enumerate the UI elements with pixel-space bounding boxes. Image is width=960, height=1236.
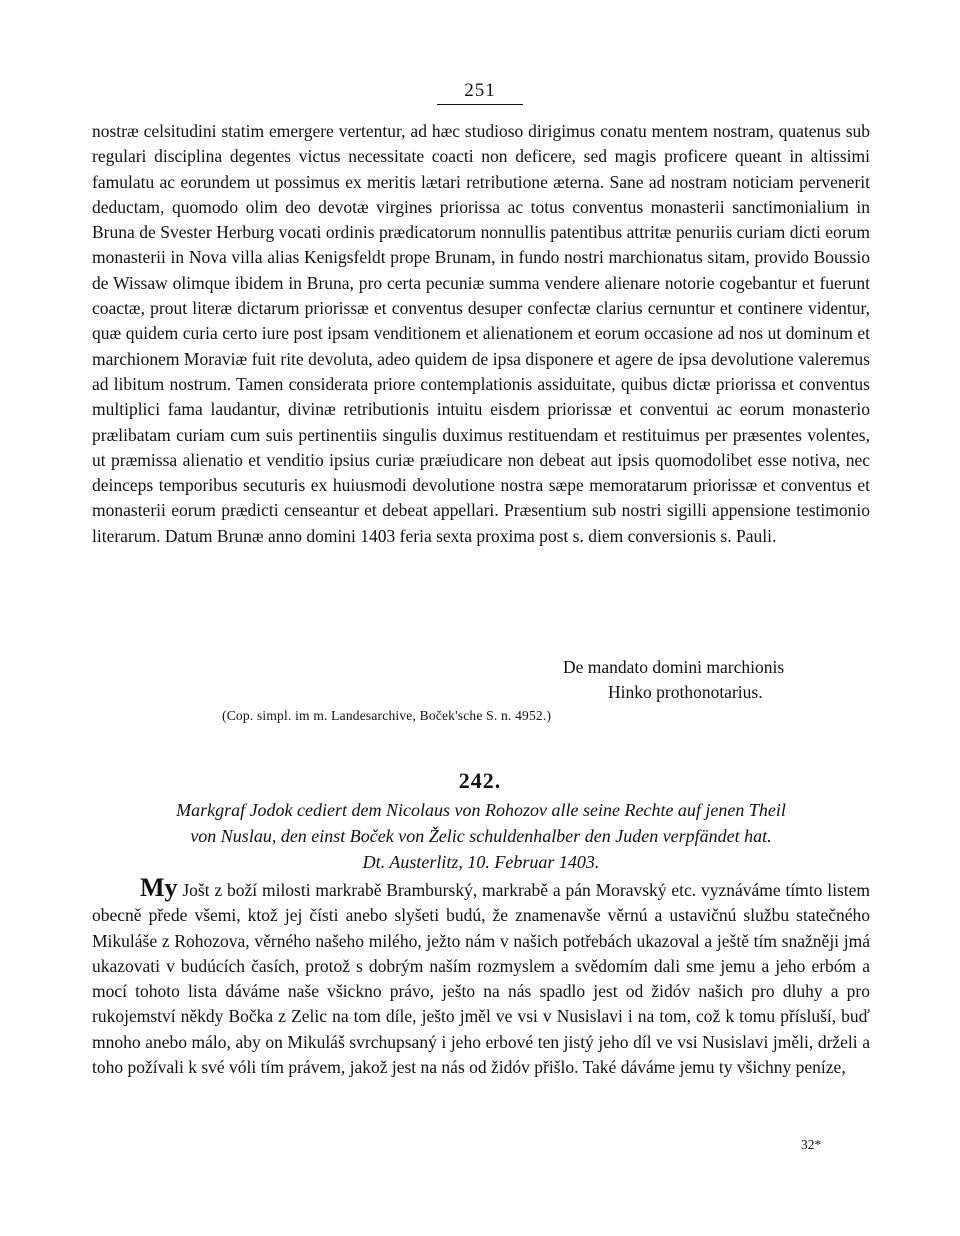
regest-line-2: von Nuslau, den einst Boček von Želic schuldenhalber den Juden verpfändet hat.	[190, 826, 772, 846]
czech-charter-paragraph	[92, 873, 870, 1080]
regest-line-1: Markgraf Jodok cediert dem Nicolaus von Rohozov alle seine Rechte auf jenen Theil	[176, 800, 786, 820]
regest-line-3: Dt. Austerlitz, 10. Februar 1403.	[362, 852, 600, 872]
document-number: 242.	[458, 768, 502, 793]
signature-line-2: Hinko prothonotarius.	[608, 682, 763, 702]
source-note: (Cop. simpl. im m. Landesarchive, Boček'sche S. n. 4952.)	[222, 708, 552, 723]
signature-mark: 32*	[801, 1137, 822, 1152]
signature-line-1: De mandato domini marchionis	[563, 657, 785, 677]
latin-charter-text: nostræ celsitudini statim emergere vertentur, ad hæc studioso dirigimus conatu mentem nostram, quatenus sub regulari disciplina degentes victus necessitate coacti non deficere, sed magis proficere queant in altissimi famulatu ac eorundem ut possimus ex meritis lætari retributione æterna. Sane ad nostram noticiam pervenerit deductam, quomodo olim deo devotæ virgines priorissa ac totus conventus monasterii sanctimonialium in Bruna de Svester Herburg vocati ordinis prædicatorum nonnullis patentibus attritæ penuriis curiam dicti eorum monasterii in Nova villa alias Kenigsfeldt prope Brunam, in fundo nostri marchionatus sitam, provido Boussio de Wissaw olimque ibidem in Bruna, pro certa pecuniæ summa vendere alienare notorie cogebantur et fuerunt coactæ, prout literæ dictarum priorissæ et conventus desuper confectæ clarius cernuntur et continere videntur, quæ quidem curia certo iure post ipsam venditionem et alienationem et eorum occasione ad nos ut dominum et marchionem Moraviæ fuit rite devoluta, adeo quidem de ipsa disponere et agere de ipsa devolutione valeremus ad libitum nostrum. Tamen considerata priore contemplationis assiduitate, quibus dictæ priorissa et conventus multiplici fama laudantur, divinæ retributionis intuitu eisdem priorissæ et conventui ac eorum monasterio prælibatam curiam cum suis pertinentiis singulis duximus restituendam et restituimus per præsentes volentes, ut præmissa alienatio et venditio ipsius curiæ præiudicare non debeat aut ipsis quomodolibet esse notiva, nec deinceps temporibus secuturis ex huiusmodi devolutione nostra sæpe memoratarum priorissæ et conventus et monasterii eorum prædicti censeantur et debeat appellari. Præsentium sub nostri sigilli appensione testimonio literarum. Datum Brunæ anno domini 1403 feria sexta proxima post s. diem conversionis s. Pauli.	[92, 121, 870, 546]
page-number: 251	[437, 80, 523, 105]
initial-letters: My	[140, 873, 178, 902]
czech-charter-text: Jošt z boží milosti markrabě Bramburský, markrabě a pán Moravský etc. vyznáváme tímto listem obecně přede všemi, ktož jej čísti anebo slyšeti budú, že znamenavše věrnú a ustavičnú službu statečného Mikuláše z Rohozova, věrného našeho milého, ježto nám v našich potřebách ukazoval a ještě tím snažněji jmá ukazovati v budúcích časích, protož s dobrým naším rozmyslem a svědomím dali sme jemu a jeho erbóm a mocí tohoto lista dáváme naše všickno právo, ješto na nás spadlo jest od židóv našich pro dluhy a pro rukojemství někdy Bočka z Zelic na tom díle, ješto jměl ve vsi v Nusislavi i na tom, což k tomu přísluší, buď mnoho anebo málo, aby on Mikuláš svrchupsaný i jeho erbové ten jistý jeho díl ve vsi Nusislavi jměli, drželi a toho požívali k své vóli tím právem, jakož jest na nás od židóv přišlo. Také dáváme jemu ty všichny peníze,	[92, 880, 870, 1078]
